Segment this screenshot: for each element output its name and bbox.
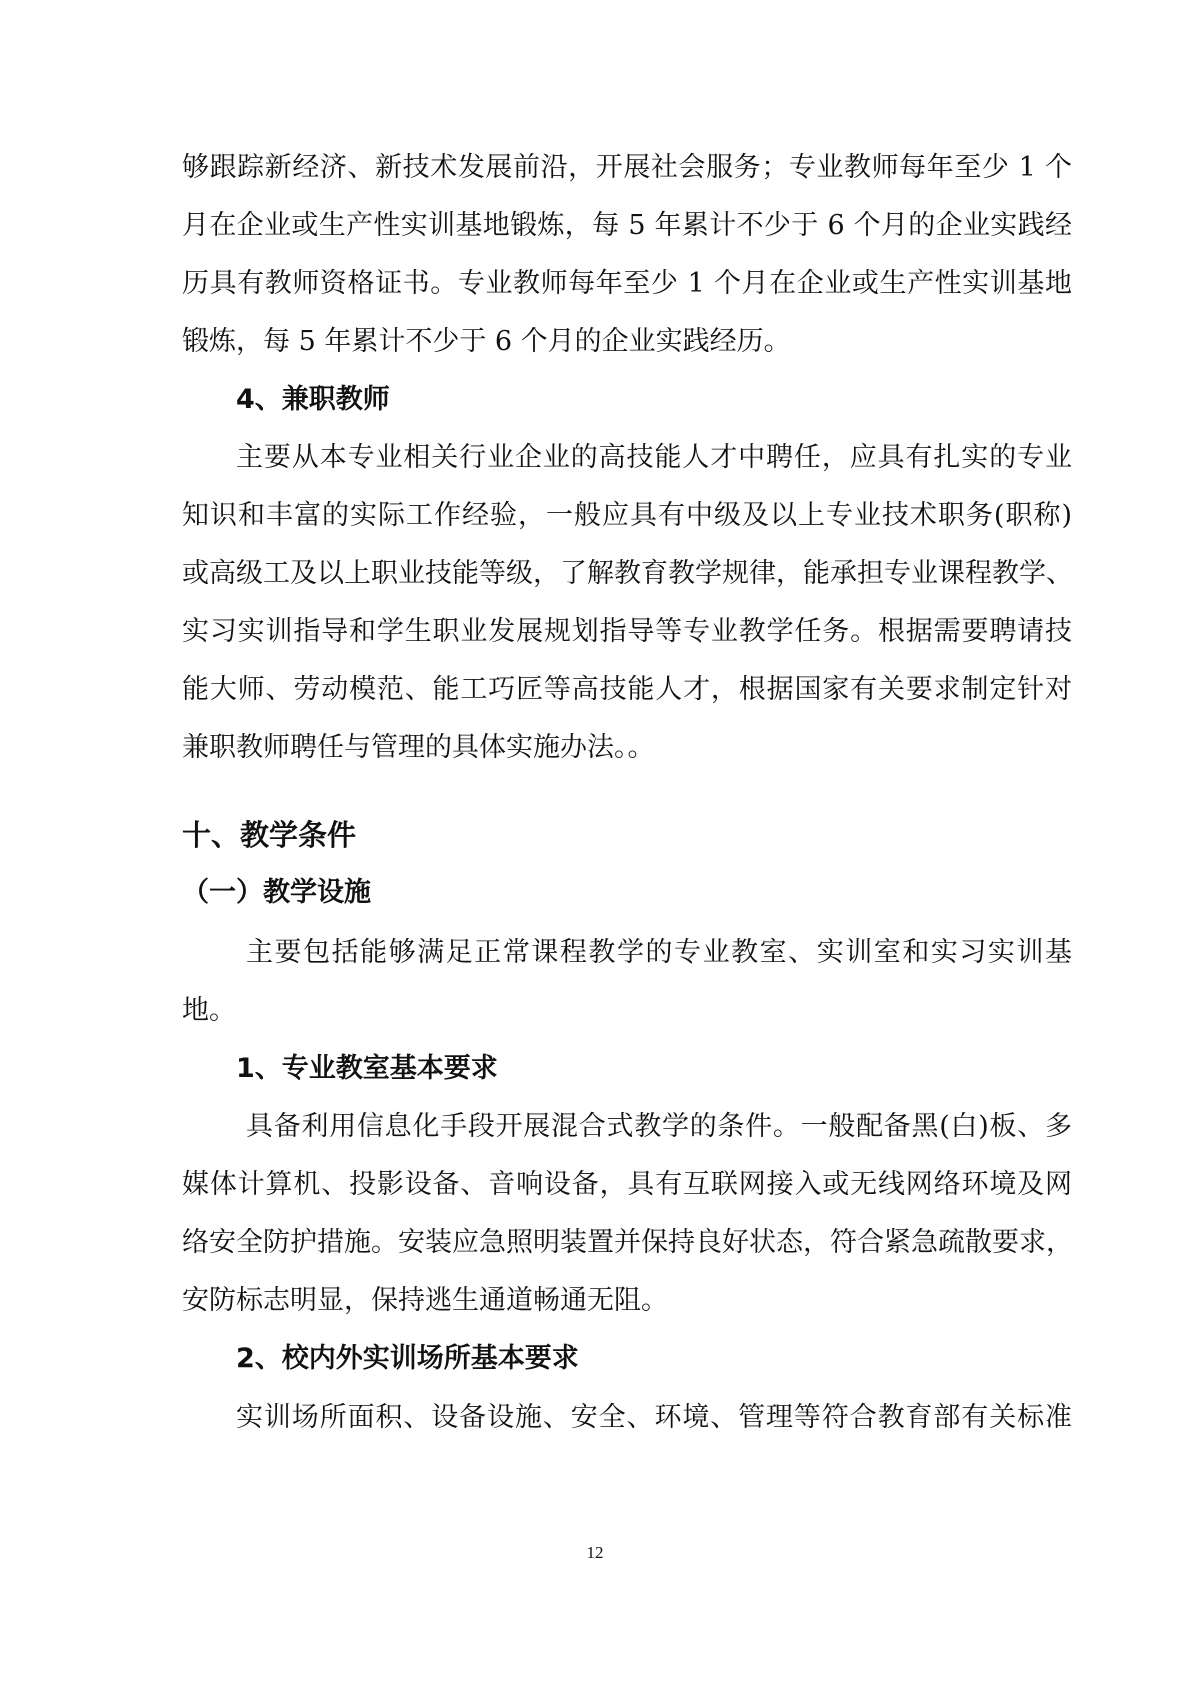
paragraph-line: 锻炼，每 5 年累计不少于 6 个月的企业实践经历。 bbox=[182, 326, 791, 357]
paragraph-line: 主要从本专业相关行业企业的高技能人才中聘任，应具有扎实的专业 bbox=[236, 442, 1072, 473]
paragraph-line: 能大师、劳动模范、能工巧匠等高技能人才，根据国家有关要求制定针对 bbox=[182, 674, 1072, 705]
training-site-requirements-heading: 2、校内外实训场所基本要求 bbox=[236, 1343, 579, 1374]
paragraph-line: 知识和丰富的实际工作经验，一般应具有中级及以上专业技术职务(职称) bbox=[182, 500, 1072, 531]
paragraph-line: 实训场所面积、设备设施、安全、环境、管理等符合教育部有关标准 bbox=[236, 1402, 1072, 1433]
section-heading-teaching-conditions: 十、教学条件 bbox=[182, 818, 357, 852]
paragraph-line: 实习实训指导和学生职业发展规划指导等专业教学任务。根据需要聘请技 bbox=[182, 616, 1072, 647]
paragraph-line: 媒体计算机、投影设备、音响设备，具有互联网接入或无线网络环境及网 bbox=[182, 1169, 1072, 1200]
paragraph-line: 地。 bbox=[182, 995, 236, 1026]
page-number: 12 bbox=[586, 1543, 604, 1562]
paragraph-line: 安防标志明显，保持逃生通道畅通无阻。 bbox=[182, 1285, 668, 1316]
paragraph-line: 络安全防护措施。安装应急照明装置并保持良好状态，符合紧急疏散要求， bbox=[182, 1227, 1073, 1258]
subsection-heading-teaching-facilities: （一）教学设施 bbox=[182, 877, 371, 908]
paragraph-line: 历具有教师资格证书。专业教师每年至少 1 个月在企业或生产性实训基地 bbox=[182, 268, 1072, 299]
paragraph-line: 主要包括能够满足正常课程教学的专业教室、实训室和实习实训基 bbox=[246, 937, 1072, 968]
paragraph-line: 够跟踪新经济、新技术发展前沿，开展社会服务；专业教师每年至少 1 个 bbox=[182, 152, 1072, 183]
classroom-requirements-heading: 1、专业教室基本要求 bbox=[236, 1053, 498, 1084]
paragraph-line: 兼职教师聘任与管理的具体实施办法。。 bbox=[182, 732, 655, 763]
paragraph-line: 月在企业或生产性实训基地锻炼，每 5 年累计不少于 6 个月的企业实践经 bbox=[182, 210, 1072, 241]
paragraph-line: 具备利用信息化手段开展混合式教学的条件。一般配备黑(白)板、多 bbox=[246, 1111, 1072, 1142]
part-time-teachers-heading: 4、兼职教师 bbox=[236, 384, 390, 415]
paragraph-line: 或高级工及以上职业技能等级，了解教育教学规律，能承担专业课程教学、 bbox=[182, 558, 1073, 589]
